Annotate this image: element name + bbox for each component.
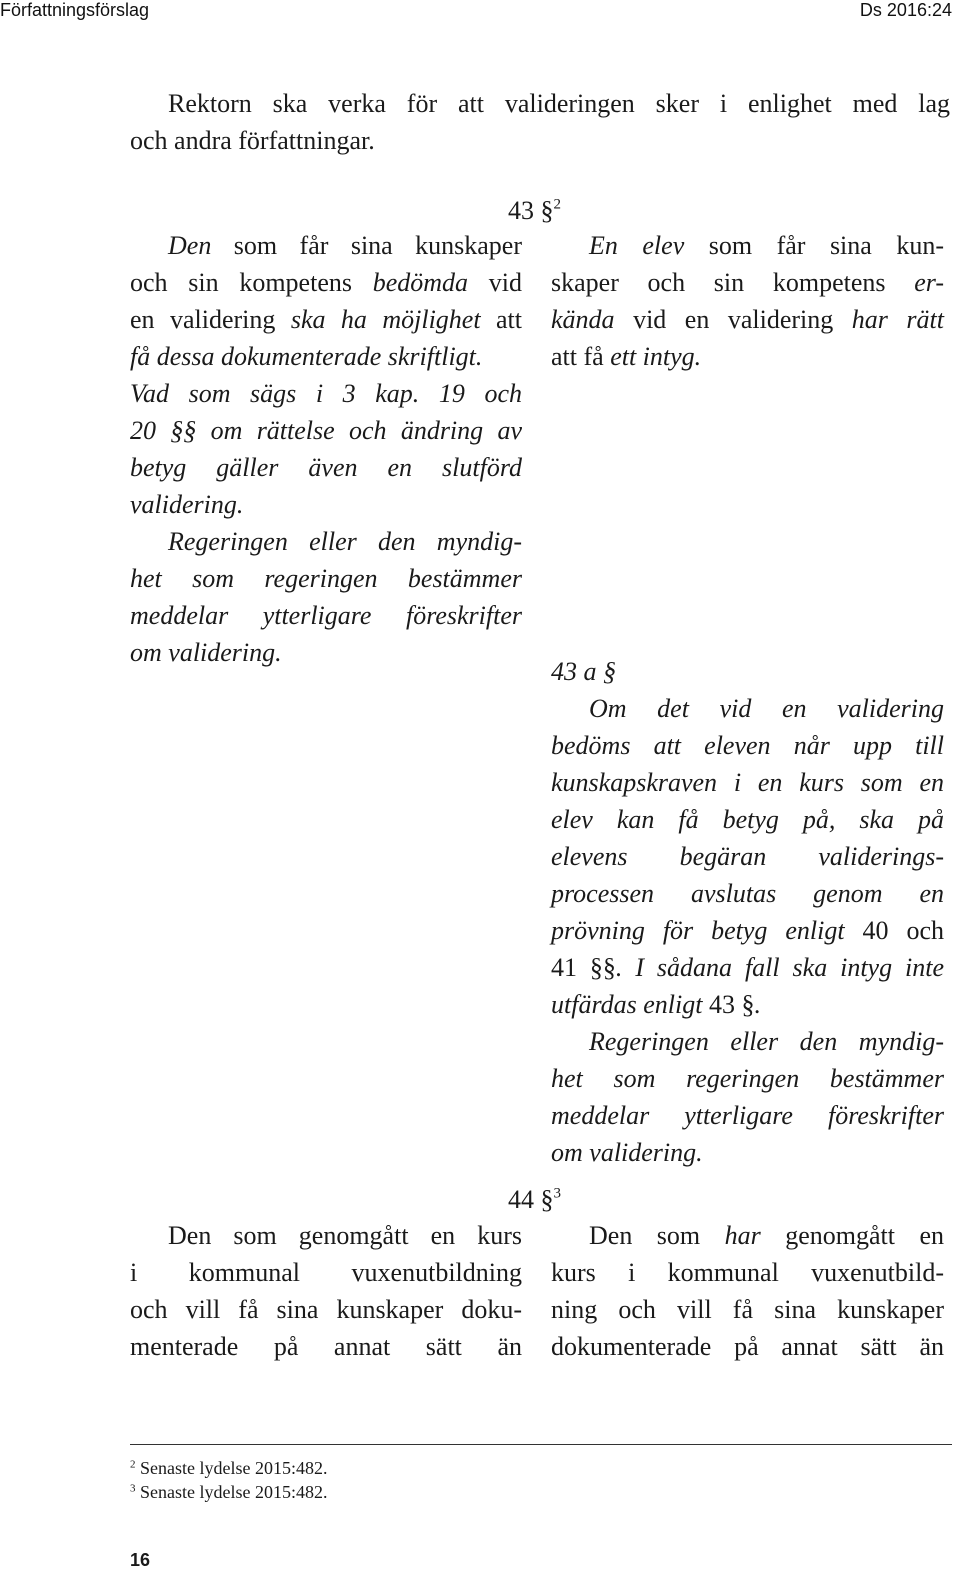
italic-span: om validering. [551, 1138, 703, 1167]
italic-span: Vad som sägs i 3 [130, 379, 376, 408]
text-line: i kommunal vuxenutbildning [130, 1258, 522, 1287]
text-line: och vill få sina kunskaper doku- [130, 1295, 522, 1324]
italic-span: elevens begäran validerings- [551, 842, 944, 871]
text-line [551, 764, 944, 801]
text-line [551, 264, 944, 301]
text-span: att få [551, 342, 611, 371]
italic-span: om validering. [130, 638, 282, 667]
italic-span: kunskapskraven i en kurs som en [551, 768, 944, 797]
text-span: som får sina kunskaper [211, 231, 522, 260]
footnote-divider [130, 1444, 952, 1445]
italic-span: processen avslutas genom en [551, 879, 944, 908]
text-line [551, 949, 944, 986]
text-line [130, 486, 522, 523]
intro-line: Rektorn ska verka för att valideringen sker i enlighet med lag [168, 89, 950, 118]
text-line [130, 560, 522, 597]
page-number: 16 [130, 1550, 151, 1570]
text-span: vid en validering [614, 305, 852, 334]
section-43-number [508, 192, 561, 229]
text-line [130, 264, 522, 301]
running-header-title: Författningsförslag [0, 0, 150, 20]
text-line [130, 375, 522, 412]
text-line: ning och vill få sina kunskaper [551, 1295, 944, 1324]
italic-span: bedöms att eleven når upp till [551, 731, 944, 760]
footnote-number: 2 [130, 1458, 136, 1471]
italic-span: ska ha möjlighet [290, 305, 481, 334]
footnote-text: Senaste lydelse 2015:482. [135, 1458, 328, 1478]
text-line [551, 1134, 944, 1171]
italic-span: . [754, 990, 761, 1019]
text-line [130, 597, 522, 634]
footnote-ref: 3 [553, 1185, 561, 1202]
text-span: 41 §§ [551, 953, 616, 982]
text-line [551, 338, 944, 375]
italic-span: om rättelse och ändring av [210, 416, 523, 445]
italic-span: Den [168, 231, 212, 260]
italic-span: elev kan få betyg på, ska på [551, 805, 944, 834]
section-43-left-column [130, 227, 522, 671]
section-44-number [508, 1181, 561, 1218]
italic-span: utfärdas enligt [551, 990, 709, 1019]
text-line [130, 227, 522, 264]
section-44-right-column [551, 1217, 944, 1365]
section-number-text: 43 § [508, 196, 554, 225]
text-span: skaper och sin kompetens [551, 268, 915, 297]
text-line [130, 412, 522, 449]
text-line: menterade på annat sätt än [130, 1332, 522, 1361]
text-span: genomgått en [760, 1221, 944, 1250]
footnote [130, 1481, 327, 1503]
text-line: dokumenterade på annat sätt än [551, 1332, 944, 1361]
italic-span: het som regeringen bestämmer [551, 1064, 944, 1093]
italic-span: har rätt [851, 305, 944, 334]
text-line [130, 301, 522, 338]
intro-line: och andra författningar. [130, 126, 375, 155]
intro-paragraph [130, 85, 950, 159]
text-line [551, 1023, 944, 1060]
text-line [551, 727, 944, 764]
italic-span: . I sådana fall ska intyg inte [615, 953, 944, 982]
section-43-right-column [551, 227, 944, 375]
italic-span: En elev [589, 231, 685, 260]
italic-span: Regeringen eller den myndig- [168, 527, 522, 556]
text-line: Den som genomgått en kurs [168, 1221, 522, 1250]
text-line [551, 875, 944, 912]
text-span: vid [468, 268, 522, 297]
section-number-text: 44 § [508, 1185, 554, 1214]
footnote-text: Senaste lydelse 2015:482. [135, 1482, 328, 1502]
section-44-left-column [130, 1217, 522, 1365]
italic-span: Om det vid en validering [589, 694, 944, 723]
italic-span: ett intyg. [610, 342, 702, 371]
italic-span: validering. [130, 490, 244, 519]
text-span: och sin kompetens [130, 268, 373, 297]
italic-span: prövning för betyg enligt [551, 916, 863, 945]
running-header-doc-id: Ds 2016:24 [859, 0, 952, 20]
section-43a [551, 653, 944, 1171]
text-line [130, 338, 522, 375]
text-line [551, 1217, 944, 1254]
text-span: en validering [130, 305, 291, 334]
text-line [551, 986, 944, 1023]
text-line [551, 690, 944, 727]
text-span: att [480, 305, 522, 334]
text-line [551, 1097, 944, 1134]
text-span: som får sina kun- [684, 231, 944, 260]
italic-span: betyg gäller även en slutförd [130, 453, 522, 482]
text-span: 43 § [708, 990, 755, 1019]
italic-span: få dessa dokumenterade skriftligt. [130, 342, 483, 371]
footnote [130, 1457, 327, 1479]
text-line [551, 227, 944, 264]
text-line: kurs i kommunal vuxenutbild- [551, 1258, 944, 1287]
italic-span: Regeringen eller den myndig- [589, 1027, 944, 1056]
italic-span: meddelar ytterligare föreskrifter [130, 601, 522, 630]
text-span: 40 och [862, 916, 944, 945]
text-line [551, 301, 944, 338]
footnote-ref: 2 [553, 196, 561, 213]
text-line [130, 634, 522, 671]
italic-span: er- [914, 268, 944, 297]
text-line [130, 523, 522, 560]
italic-span: kap. 19 och [375, 379, 522, 408]
text-line [551, 838, 944, 875]
text-line [551, 912, 944, 949]
text-line [551, 801, 944, 838]
italic-span: het som regeringen bestämmer [130, 564, 522, 593]
text-span: Den som [589, 1221, 725, 1250]
italic-span: meddelar ytterligare föreskrifter [551, 1101, 944, 1130]
italic-span: 20 §§ [130, 416, 211, 445]
text-line [551, 1060, 944, 1097]
section-43a-number [551, 653, 944, 690]
italic-span: kända [551, 305, 615, 334]
italic-span: 43 a § [551, 657, 616, 686]
italic-span: har [724, 1221, 761, 1250]
footnote-number: 3 [130, 1482, 136, 1495]
italic-span: bedömda [372, 268, 469, 297]
text-line [130, 449, 522, 486]
